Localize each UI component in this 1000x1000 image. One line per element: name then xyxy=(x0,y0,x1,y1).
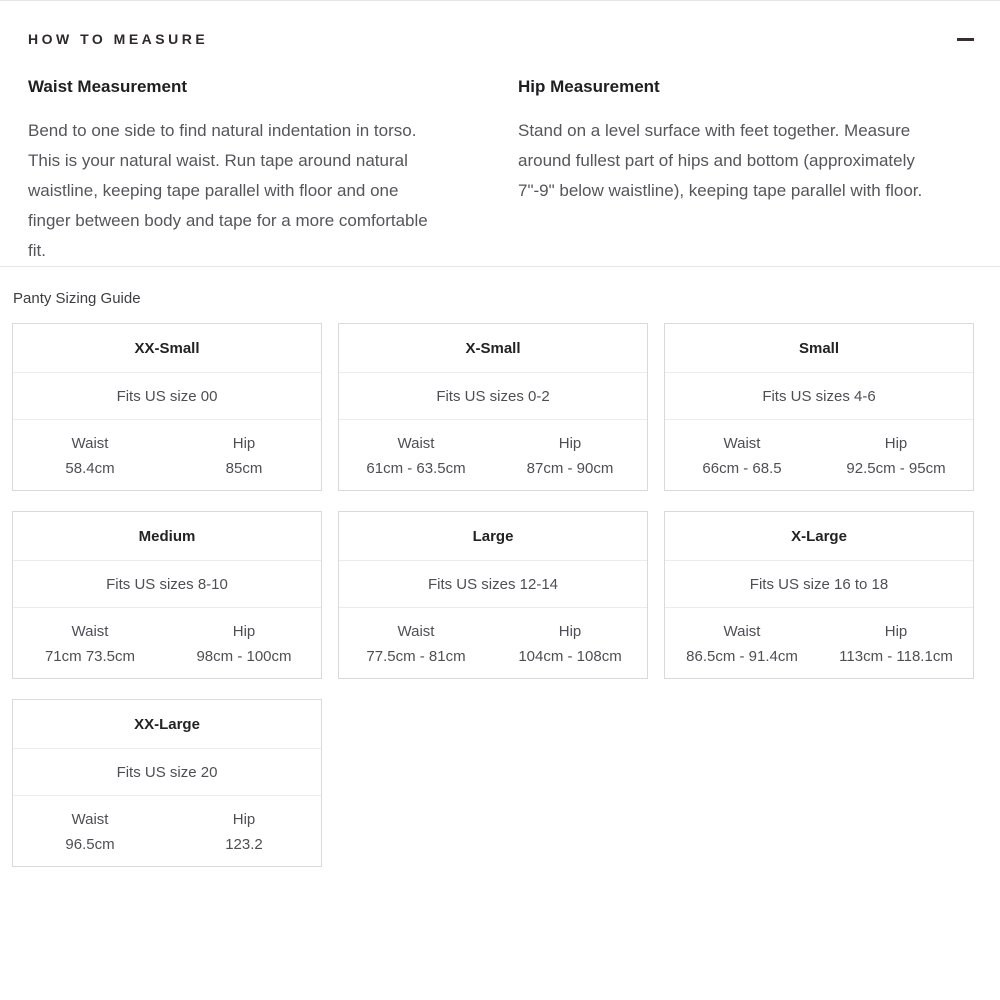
waist-label: Waist xyxy=(71,435,109,452)
hip-label: Hip xyxy=(232,623,256,640)
waist-column xyxy=(13,431,167,490)
size-name: Small xyxy=(665,324,973,373)
size-cards-grid xyxy=(12,323,974,867)
minus-icon xyxy=(957,38,974,41)
hip-value: 113cm - 118.1cm xyxy=(839,648,953,665)
size-card-large xyxy=(338,511,648,679)
hip-value: 87cm - 90cm xyxy=(526,460,614,477)
waist-value: 96.5cm xyxy=(65,836,115,853)
size-card-medium xyxy=(12,511,322,679)
size-card-small xyxy=(664,323,974,491)
waist-label: Waist xyxy=(397,623,435,640)
hip-label: Hip xyxy=(884,435,908,452)
hip-value: 123.2 xyxy=(225,836,263,853)
waist-label: Waist xyxy=(723,623,761,640)
collapse-button[interactable] xyxy=(955,32,976,47)
panty-sizing-guide-section xyxy=(0,290,1000,933)
size-fits: Fits US sizes 0-2 xyxy=(339,373,647,420)
hip-value: 98cm - 100cm xyxy=(196,648,292,665)
size-fits: Fits US size 16 to 18 xyxy=(665,561,973,608)
waist-column xyxy=(665,431,819,490)
waist-column xyxy=(339,431,493,490)
waist-value: 86.5cm - 91.4cm xyxy=(686,648,798,665)
hip-value: 85cm xyxy=(225,460,263,477)
hip-column xyxy=(819,431,973,490)
hip-label: Hip xyxy=(232,435,256,452)
size-name: Large xyxy=(339,512,647,561)
size-measurements xyxy=(13,796,321,866)
size-measurements xyxy=(13,420,321,490)
size-card-x-small xyxy=(338,323,648,491)
panty-sizing-guide-label: Panty Sizing Guide xyxy=(13,290,141,307)
top-divider xyxy=(0,0,1000,1)
waist-column xyxy=(665,619,819,678)
size-measurements xyxy=(339,420,647,490)
size-measurements xyxy=(339,608,647,678)
waist-column xyxy=(13,807,167,866)
size-card-xx-large xyxy=(12,699,322,867)
hip-label: Hip xyxy=(558,435,582,452)
size-name: XX-Small xyxy=(13,324,321,373)
waist-column xyxy=(339,619,493,678)
hip-measurement-instructions: Stand on a level surface with feet together. Measure around fullest part of hips and bottom (approximately 7"-9" below waistline), keeping tape parallel with floor. xyxy=(518,121,923,200)
waist-label: Waist xyxy=(723,435,761,452)
size-card-xx-small xyxy=(12,323,322,491)
waist-value: 77.5cm - 81cm xyxy=(366,648,466,665)
waist-column xyxy=(13,619,167,678)
hip-label: Hip xyxy=(232,811,256,828)
hip-label: Hip xyxy=(884,623,908,640)
waist-value: 58.4cm xyxy=(65,460,115,477)
size-name: X-Large xyxy=(665,512,973,561)
size-fits: Fits US sizes 8-10 xyxy=(13,561,321,608)
size-fits: Fits US size 00 xyxy=(13,373,321,420)
size-card-x-large xyxy=(664,511,974,679)
size-measurements xyxy=(665,420,973,490)
how-to-measure-section xyxy=(0,31,1000,266)
size-measurements xyxy=(13,608,321,678)
waist-label: Waist xyxy=(71,623,109,640)
how-to-measure-header xyxy=(28,31,976,47)
hip-column xyxy=(493,431,647,490)
waist-measurement-column xyxy=(28,77,518,266)
size-fits: Fits US sizes 4-6 xyxy=(665,373,973,420)
size-name: Medium xyxy=(13,512,321,561)
section-divider xyxy=(0,266,1000,267)
measurement-columns xyxy=(28,77,976,266)
size-fits: Fits US size 20 xyxy=(13,749,321,796)
hip-measurement-heading: Hip Measurement xyxy=(518,77,660,96)
how-to-measure-title: HOW TO MEASURE xyxy=(28,31,209,47)
hip-label: Hip xyxy=(558,623,582,640)
hip-column xyxy=(167,431,321,490)
waist-value: 71cm 73.5cm xyxy=(44,648,136,665)
hip-value: 104cm - 108cm xyxy=(518,648,622,665)
hip-column xyxy=(167,807,321,866)
hip-column xyxy=(493,619,647,678)
bottom-spacer xyxy=(12,867,974,933)
waist-label: Waist xyxy=(397,435,435,452)
waist-measurement-instructions: Bend to one side to find natural indentation in torso. This is your natural waist. Run tape around natural waistline, keeping tape parallel with floor and one finger between body and tape for a more comfortable fit. xyxy=(28,121,428,260)
size-name: XX-Large xyxy=(13,700,321,749)
size-fits: Fits US sizes 12-14 xyxy=(339,561,647,608)
hip-measurement-column xyxy=(518,77,976,266)
waist-measurement-heading: Waist Measurement xyxy=(28,77,188,96)
waist-value: 66cm - 68.5 xyxy=(702,460,782,477)
hip-value: 92.5cm - 95cm xyxy=(846,460,946,477)
waist-label: Waist xyxy=(71,811,109,828)
waist-value: 61cm - 63.5cm xyxy=(366,460,466,477)
hip-column xyxy=(167,619,321,678)
hip-column xyxy=(819,619,973,678)
size-name: X-Small xyxy=(339,324,647,373)
size-measurements xyxy=(665,608,973,678)
